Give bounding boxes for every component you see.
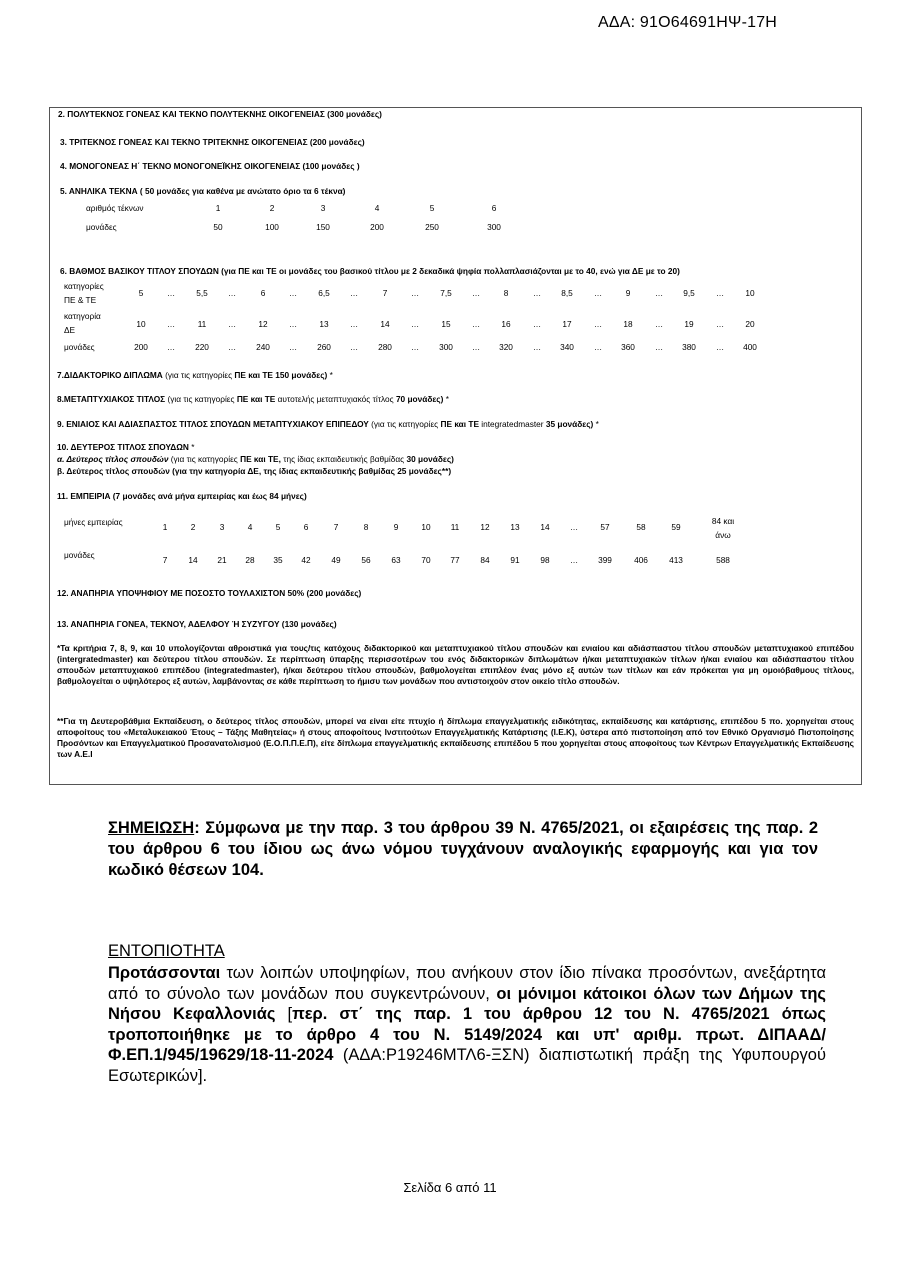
experience-months-last-b: άνω — [715, 530, 731, 540]
criterion-10: 10. ΔΕΥΤΕΡΟΣ ΤΙΤΛΟΣ ΣΠΟΥΔΩΝ * — [57, 442, 195, 452]
experience-months-last-a: 84 και — [711, 516, 735, 526]
grade-de-cell: 10 — [136, 319, 146, 329]
category-de-label-b: ΔΕ — [64, 325, 76, 335]
grade-de-cell: 18 — [623, 319, 633, 329]
grade-points-cell: … — [410, 342, 420, 352]
experience-points-cell: 413 — [669, 555, 683, 565]
points-label: μονάδες — [86, 222, 117, 232]
criterion-5: 5. ΑΝΗΛΙΚΑ ΤΕΚΝΑ ( 50 μονάδες για καθένα με ανώτατο όριο τα 6 τέκνα) — [60, 186, 346, 196]
grade-points-cell: 300 — [439, 342, 453, 352]
grade-de-cell: … — [410, 319, 420, 329]
experience-months-cell: 58 — [636, 522, 646, 532]
grade-points-cell: 280 — [378, 342, 392, 352]
criterion-3: 3. ΤΡΙΤΕΚΝΟΣ ΓΟΝΕΑΣ ΚΑΙ ΤΕΚΝΟ ΤΡΙΤΕΚΝΗΣ ΟΙΚΟΓΕΝΕΙΑΣ (200 μονάδες) — [60, 137, 365, 147]
grade-points-cell: … — [227, 342, 237, 352]
experience-points-cell: 35 — [273, 555, 283, 565]
footnote-2: **Για τη Δευτεροβάθμια Εκπαίδευση, ο δεύτερος τίτλος σπουδών, μπορεί να είναι είτε πτυχίο ή δίπλωμα επαγγελματικής ειδικότητας, εκπαίδευσης και κατάρτισης, επιπέδου 5 πο. χορηγείται στους αποφοίτους του «Μεταλυκειακού Έτους – Τάξης Μαθητείας» ή στους αποφοίτους Ινστιτούτων Επαγγελματικής Κατάρτισης (Ι.Ε.Κ), ύστερα από πιστοποίηση από τον Εθνικό Οργανισμό Πιστοποίησης Προσόντων και Επαγγελματικού Προσανατολισμού (Ε.Ο.Π.Π.Ε.Π), είτε δίπλωμα επαγγελματικής εκπαίδευσης επιπέδου 5 που χορηγείται στους αποφοίτους των Κέντρων Επαγγελματικής Εκπαίδευσης των Α.Ε.Ι — [57, 716, 854, 759]
experience-months-cell: 7 — [333, 522, 339, 532]
experience-months-cell: 13 — [510, 522, 520, 532]
experience-points-cell: 56 — [361, 555, 371, 565]
grade-pe-te-cell: 7,5 — [440, 288, 452, 298]
experience-months-cell: … — [569, 522, 579, 532]
children-count-cell: 1 — [215, 203, 221, 213]
grade-pe-te-cell: 10 — [745, 288, 755, 298]
grade-pe-te-cell: … — [166, 288, 176, 298]
grade-de-cell: … — [471, 319, 481, 329]
grade-pe-te-cell: … — [532, 288, 542, 298]
grade-points-cell: 360 — [621, 342, 635, 352]
experience-months-label: μήνες εμπειρίας — [64, 517, 123, 527]
grade-pe-te-cell: … — [593, 288, 603, 298]
experience-points-label: μονάδες — [64, 550, 95, 560]
experience-points-cell: 588 — [716, 555, 730, 565]
experience-points-cell: 28 — [245, 555, 255, 565]
grade-pe-te-cell: 9,5 — [683, 288, 695, 298]
grade-de-cell: … — [654, 319, 664, 329]
criterion-2: 2. ΠΟΛΥΤΕΚΝΟΣ ΓΟΝΕΑΣ ΚΑΙ ΤΕΚΝΟ ΠΟΛΥΤΕΚΝΗΣ ΟΙΚΟΓΕΝΕΙΑΣ (300 μονάδες) — [58, 109, 382, 119]
children-count-label: αριθμός τέκνων — [86, 203, 144, 213]
grade-points-cell: 340 — [560, 342, 574, 352]
experience-months-cell: 4 — [247, 522, 253, 532]
grade-de-cell: … — [166, 319, 176, 329]
grade-de-cell: … — [288, 319, 298, 329]
experience-points-cell: … — [569, 555, 579, 565]
experience-points-cell: 84 — [480, 555, 490, 565]
grade-points-cell: … — [349, 342, 359, 352]
experience-months-cell: 59 — [671, 522, 681, 532]
experience-months-cell: 10 — [421, 522, 431, 532]
grade-pe-te-cell: … — [471, 288, 481, 298]
children-count-cell: 4 — [374, 203, 380, 213]
children-count-cell: 2 — [269, 203, 275, 213]
children-count-cell: 5 — [429, 203, 435, 213]
grade-points-cell: … — [166, 342, 176, 352]
footnote-1: *Τα κριτήρια 7, 8, 9, και 10 υπολογίζονται αθροιστικά για τους/τις κατόχους διδακτορικού και μεταπτυχιακού τίτλου σπουδών και ενιαίου και αδιάσπαστου τίτλου σπουδών μεταπτυχιακού επιπέδου (intergratedmaster) και δεύτερου τίτλου σπουδών. Σε περίπτωση ύπαρξης περισσοτέρων του ενός διδακτορικών διπλωμάτων ή/και μεταπτυχιακών τίτλων ή/και ενιαίου και αδιάσπαστου τίτλου σπουδών μεταπτυχιακού επιπέδου (integratedmaster), ή/και δεύτερου τίτλου σπουδών, βαθμολογείται επιπλέον ένας μόνο εξ αυτών των τίτλων και εάν πρόκειται για μη ομοιόβαθμους τίτλους, βαθμολογείται ο υψηλότερος εξ αυτών, λαμβάνοντας σε κάθε περίπτωση το ήμισυ των μονάδων που αντιστοιχούν στον οικείο τίτλο σπουδών. — [57, 643, 854, 686]
criterion-7: 7.ΔΙΔΑΚΤΟΡΙΚΟ ΔΙΠΛΩΜΑ (για τις κατηγορίες ΠΕ και ΤΕ 150 μονάδες) * — [57, 370, 333, 380]
category-de-label-a: κατηγορία — [64, 311, 101, 321]
grade-de-cell: 17 — [562, 319, 572, 329]
criterion-8: 8.ΜΕΤΑΠΤΥΧΙΑΚΟΣ ΤΙΤΛΟΣ (για τις κατηγορίες ΠΕ και ΤΕ αυτοτελής μεταπτυχιακός τίτλος 70 μονάδες) * — [57, 394, 449, 404]
experience-points-cell: 98 — [540, 555, 550, 565]
children-points-cell: 300 — [487, 222, 501, 232]
categories-pe-te-label-a: κατηγορίες — [64, 281, 104, 291]
experience-months-cell: 1 — [162, 522, 168, 532]
experience-points-cell: 63 — [391, 555, 401, 565]
criterion-11: 11. ΕΜΠΕΙΡΙΑ (7 μονάδες ανά μήνα εμπειρίας και έως 84 μήνες) — [57, 491, 307, 501]
grade-pe-te-cell: … — [349, 288, 359, 298]
experience-points-cell: 7 — [162, 555, 168, 565]
experience-months-cell: 11 — [450, 522, 460, 532]
grade-pe-te-cell: … — [288, 288, 298, 298]
ada-code: ΑΔΑ: 91Ο64691ΗΨ-17Η — [598, 14, 778, 31]
experience-points-cell: 49 — [331, 555, 341, 565]
grade-de-cell: 11 — [197, 319, 207, 329]
criterion-10-b: β. Δεύτερος τίτλος σπουδών (για την κατηγορία ΔΕ, της ίδιας εκπαιδευτικής βαθμίδας 25 μονάδες**) — [57, 466, 452, 476]
children-points-cell: 150 — [316, 222, 330, 232]
grade-de-cell: … — [593, 319, 603, 329]
grade-pe-te-cell: … — [654, 288, 664, 298]
experience-months-cell: 57 — [600, 522, 610, 532]
grade-points-cell: 320 — [499, 342, 513, 352]
grade-de-cell: 13 — [319, 319, 329, 329]
experience-months-cell: 6 — [303, 522, 309, 532]
grade-points-cell: 200 — [134, 342, 148, 352]
grade-pe-te-cell: … — [227, 288, 237, 298]
experience-points-cell: 399 — [598, 555, 612, 565]
criterion-9: 9. ΕΝΙΑΙΟΣ ΚΑΙ ΑΔΙΑΣΠΑΣΤΟΣ ΤΙΤΛΟΣ ΣΠΟΥΔΩΝ ΜΕΤΑΠΤΥΧΙΑΚΟΥ ΕΠΙΠΕΔΟΥ (για τις κατηγορίες ΠΕ και ΤΕ integratedmaster 35 μονάδες) * — [57, 419, 599, 429]
grade-pe-te-cell: 8,5 — [561, 288, 573, 298]
experience-points-cell: 70 — [421, 555, 431, 565]
grade-points-cell: 380 — [682, 342, 696, 352]
experience-points-cell: 21 — [217, 555, 227, 565]
grade-points-cell: 400 — [743, 342, 757, 352]
grade-pe-te-cell: 5,5 — [196, 288, 208, 298]
categories-pe-te-label-b: ΠΕ & ΤΕ — [64, 295, 97, 305]
experience-points-cell: 77 — [450, 555, 460, 565]
experience-months-cell: 5 — [275, 522, 281, 532]
grade-points-cell: … — [715, 342, 725, 352]
grade-pe-te-cell: 6 — [260, 288, 266, 298]
criterion-4: 4. ΜΟΝΟΓΟΝΕΑΣ Η΄ ΤΕΚΝΟ ΜΟΝΟΓΟΝΕΪΚΗΣ ΟΙΚΟΓΕΝΕΙΑΣ (100 μονάδες ) — [60, 161, 360, 171]
grade-pe-te-cell: 6,5 — [318, 288, 330, 298]
grade-pe-te-cell: 9 — [625, 288, 631, 298]
grade-points-label: μονάδες — [64, 342, 95, 352]
page-number: Σελίδα 6 από 11 — [403, 1180, 497, 1195]
grade-pe-te-cell: … — [410, 288, 420, 298]
criterion-12: 12. ΑΝΑΠΗΡΙΑ ΥΠΟΨΗΦΙΟΥ ΜΕ ΠΟΣΟΣΤΟ ΤΟΥΛΑΧΙΣΤΟΝ 50% (200 μονάδες) — [57, 588, 362, 598]
grade-points-cell: 240 — [256, 342, 270, 352]
experience-months-cell: 3 — [219, 522, 225, 532]
grade-de-cell: 19 — [684, 319, 694, 329]
children-points-cell: 250 — [425, 222, 439, 232]
grade-points-cell: … — [593, 342, 603, 352]
grade-points-cell: … — [471, 342, 481, 352]
experience-points-cell: 42 — [301, 555, 311, 565]
grade-pe-te-cell: … — [715, 288, 725, 298]
grade-pe-te-cell: 5 — [138, 288, 144, 298]
grade-points-cell: 220 — [195, 342, 209, 352]
grade-de-cell: … — [227, 319, 237, 329]
children-points-cell: 200 — [370, 222, 384, 232]
grade-pe-te-cell: 8 — [503, 288, 509, 298]
grade-de-cell: 14 — [380, 319, 390, 329]
grade-de-cell: … — [532, 319, 542, 329]
experience-months-cell: 8 — [363, 522, 369, 532]
grade-de-cell: … — [715, 319, 725, 329]
experience-points-cell: 406 — [634, 555, 648, 565]
experience-months-cell: 14 — [540, 522, 550, 532]
grade-de-cell: 20 — [745, 319, 755, 329]
grade-points-cell: … — [288, 342, 298, 352]
criterion-10-a: α. Δεύτερος τίτλος σπουδών (για τις κατηγορίες ΠΕ και ΤΕ, της ίδιας εκπαιδευτικής βαθμίδας 30 μονάδες) — [57, 454, 454, 464]
entopiotita-paragraph: Προτάσσονται των λοιπών υποψηφίων, που ανήκουν στον ίδιο πίνακα προσόντων, ανεξάρτητα από το σύνολο των μονάδων που συγκεντρώνουν, οι μόνιμοι κάτοικοι όλων των Δήμων της Νήσου Κεφαλλονιάς [περ. στ΄ της παρ. 1 του άρθρου 12 του Ν. 4765/2021 όπως τροποποιήθηκε με το άρθρο 4 του Ν. 5149/2024 και υπ' αριθμ. πρωτ. ΔΙΠΑΑΔ/Φ.ΕΠ.1/945/19629/18-11-2024 (ΑΔΑ:Ρ19246ΜΤΛ6-ΞΣΝ) διαπιστωτική πράξη της Υφυπουργού Εσωτερικών]. — [108, 964, 826, 1085]
grade-de-cell: … — [349, 319, 359, 329]
grade-de-cell: 12 — [258, 319, 268, 329]
experience-months-cell: 9 — [393, 522, 399, 532]
grade-points-cell: … — [654, 342, 664, 352]
experience-months-cell: 12 — [480, 522, 490, 532]
experience-months-cell: 2 — [190, 522, 196, 532]
note-paragraph: ΣΗΜΕΙΩΣΗ: Σύμφωνα με την παρ. 3 του άρθρου 39 Ν. 4765/2021, οι εξαιρέσεις της παρ. 2 του άρθρου 6 του ίδιου ως άνω νόμου τυγχάνουν αναλογικής εφαρμογής και για τον κωδικό θέσεων 104. — [108, 819, 818, 879]
experience-points-cell: 91 — [510, 555, 520, 565]
experience-points-cell: 14 — [188, 555, 198, 565]
grade-de-cell: 15 — [441, 319, 451, 329]
grade-pe-te-cell: 7 — [382, 288, 388, 298]
children-count-cell: 3 — [320, 203, 326, 213]
grade-points-cell: 260 — [317, 342, 331, 352]
children-points-cell: 100 — [265, 222, 279, 232]
entopiotita-heading: ΕΝΤΟΠΙΟΤΗΤΑ — [108, 942, 225, 960]
criterion-6: 6. ΒΑΘΜΟΣ ΒΑΣΙΚΟΥ ΤΙΤΛΟΥ ΣΠΟΥΔΩΝ (για ΠΕ και ΤΕ οι μονάδες του βασικού τίτλου με 2 δεκαδικά ψηφία πολλαπλασιάζονται με το 40, ενώ για ΔΕ με το 20) — [60, 266, 680, 276]
criterion-13: 13. ΑΝΑΠΗΡΙΑ ΓΟΝΕΑ, ΤΕΚΝΟΥ, ΑΔΕΛΦΟΥ Ή ΣΥΖΥΓΟΥ (130 μονάδες) — [57, 619, 337, 629]
children-points-cell: 50 — [213, 222, 223, 232]
grade-de-cell: 16 — [501, 319, 511, 329]
grade-points-cell: … — [532, 342, 542, 352]
children-count-cell: 6 — [491, 203, 497, 213]
